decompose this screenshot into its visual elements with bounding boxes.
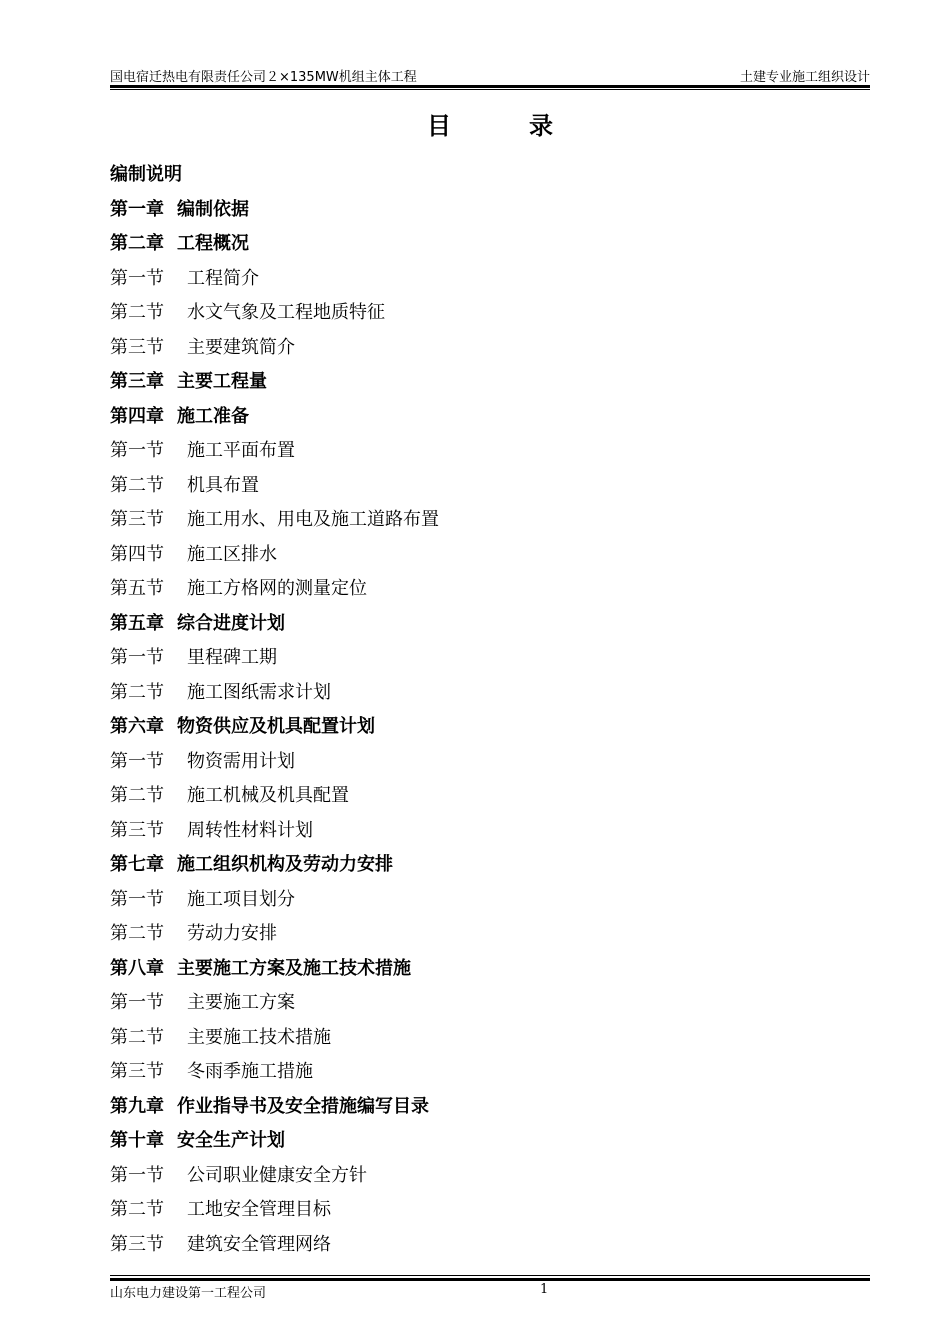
toc-entry-number: 第九章 [110,1095,164,1117]
header-project-name: 国电宿迁热电有限责任公司２×135MW机组主体工程 [110,70,417,85]
toc-chapter-entry [110,365,870,400]
header-document-title: 土建专业施工组织设计 [739,70,870,85]
toc-chapter-entry [110,1090,870,1125]
toc-entry-title: 主要施工方案及施工技术措施 [177,957,411,979]
toc-entry-number: 第三节 [110,336,164,358]
toc-entry-number: 第一节 [110,750,164,772]
toc-entry-title: 安全生产计划 [177,1130,285,1151]
toc-entry-title: 建筑安全管理网络 [187,1233,331,1255]
toc-section-entry [110,1193,870,1228]
toc-chapter-entry [110,193,870,228]
toc-entry-number: 第一节 [110,888,164,910]
toc-entry-title: 机具布置 [187,474,259,496]
toc-entry-title: 综合进度计划 [177,612,285,634]
toc-section-entry [110,503,870,538]
toc-entry-number: 第三节 [110,819,164,841]
toc-entry-number: 第一节 [110,440,164,461]
toc-chapter-entry [110,227,870,262]
toc-entry-title: 编制依据 [177,198,249,220]
toc-entry-number: 第四章 [110,405,164,427]
toc-entry-number: 第一节 [110,992,164,1013]
toc-section-entry [110,814,870,849]
toc-entry-number: 第二节 [110,923,164,944]
page-number: 1 [540,1282,549,1297]
toc-entry-title: 主要建筑简介 [187,336,295,358]
toc-section-entry [110,917,870,952]
toc-entry-number: 第三章 [110,371,164,392]
toc-section-entry [110,641,870,676]
toc-section-entry [110,538,870,573]
toc-section-entry [110,262,870,297]
toc-section-entry [110,331,870,366]
toc-section-entry [110,1228,870,1263]
page-title [110,106,870,141]
toc-entry-title: 施工准备 [177,405,249,427]
toc-entry-title: 水文气象及工程地质特征 [187,302,385,323]
toc-section-entry [110,676,870,711]
toc-entry-number: 第一节 [110,647,164,668]
toc-entry-number: 第八章 [110,957,164,979]
toc-chapter-entry [110,710,870,745]
toc-entry-number: 第二章 [110,233,164,254]
toc-entry-title: 里程碑工期 [187,647,277,668]
toc-entry-number: 第二节 [110,302,164,323]
toc-entry-title: 作业指导书及安全措施编写目录 [177,1095,429,1117]
toc-entry-title: 物资需用计划 [187,750,295,772]
toc-entry-number: 第一节 [110,267,164,289]
toc-section-entry [110,779,870,814]
toc-entry-title: 工程概况 [177,233,249,254]
toc-section-entry [110,745,870,780]
toc-entry-title: 工地安全管理目标 [187,1199,331,1220]
toc-entry-title: 主要施工方案 [187,992,295,1013]
toc-entry-title: 工程简介 [187,267,259,289]
toc-entry-number: 第二节 [110,681,164,703]
toc-chapter-entry [110,158,870,193]
toc-section-entry [110,1159,870,1194]
toc-entry-title: 周转性材料计划 [187,819,313,841]
toc-entry-title: 施工组织机构及劳动力安排 [177,854,393,875]
toc-entry-number: 第七章 [110,854,164,875]
toc-entry-number: 第五节 [110,578,164,599]
toc-entry-number: 第二节 [110,474,164,496]
toc-entry-title: 公司职业健康安全方针 [187,1164,367,1186]
header-rule-thin [110,89,870,90]
toc-section-entry [110,296,870,331]
toc-entry-title: 冬雨季施工措施 [187,1061,313,1082]
footer-rule-thick [110,1278,870,1281]
page-footer [110,1282,870,1302]
toc-section-entry [110,1055,870,1090]
toc-entry-title: 劳动力安排 [187,923,277,944]
toc-chapter-entry [110,848,870,883]
title-part-1: 目 [427,111,451,140]
toc-chapter-entry [110,1124,870,1159]
title-part-2: 录 [529,111,553,140]
toc-entry-number: 第一章 [110,198,164,220]
toc-entry-number: 第二节 [110,1199,164,1220]
toc-chapter-entry [110,952,870,987]
toc-entry-number: 第三节 [110,509,164,530]
header-rule-thick [110,85,870,88]
toc-entry-title: 主要施工技术措施 [187,1026,331,1048]
toc-section-entry [110,986,870,1021]
table-of-contents [110,158,870,1262]
toc-entry-number: 第一节 [110,1164,164,1186]
toc-entry-title: 施工用水、用电及施工道路布置 [187,509,439,530]
toc-section-entry [110,469,870,504]
toc-entry-number: 第五章 [110,612,164,634]
page-header [110,66,870,86]
toc-entry-title: 施工机械及机具配置 [187,785,349,806]
footer-rule-thin [110,1275,870,1276]
toc-section-entry [110,572,870,607]
toc-entry-number: 第三节 [110,1061,164,1082]
toc-entry-title: 施工平面布置 [187,440,295,461]
toc-entry-title: 编制说明 [110,164,182,185]
toc-entry-number: 第十章 [110,1130,164,1151]
toc-entry-title: 施工区排水 [187,543,277,565]
toc-entry-number: 第三节 [110,1233,164,1255]
toc-entry-title: 主要工程量 [177,371,267,392]
toc-entry-title: 施工图纸需求计划 [187,681,331,703]
footer-company-name: 山东电力建设第一工程公司 [110,1286,267,1301]
toc-entry-number: 第二节 [110,1026,164,1048]
toc-chapter-entry [110,607,870,642]
toc-chapter-entry [110,400,870,435]
toc-section-entry [110,883,870,918]
toc-entry-title: 物资供应及机具配置计划 [177,716,375,737]
toc-entry-number: 第六章 [110,716,164,737]
toc-section-entry [110,1021,870,1056]
toc-entry-number: 第二节 [110,785,164,806]
toc-entry-number: 第四节 [110,543,164,565]
toc-entry-title: 施工项目划分 [187,888,295,910]
toc-entry-title: 施工方格网的测量定位 [187,578,367,599]
toc-section-entry [110,434,870,469]
